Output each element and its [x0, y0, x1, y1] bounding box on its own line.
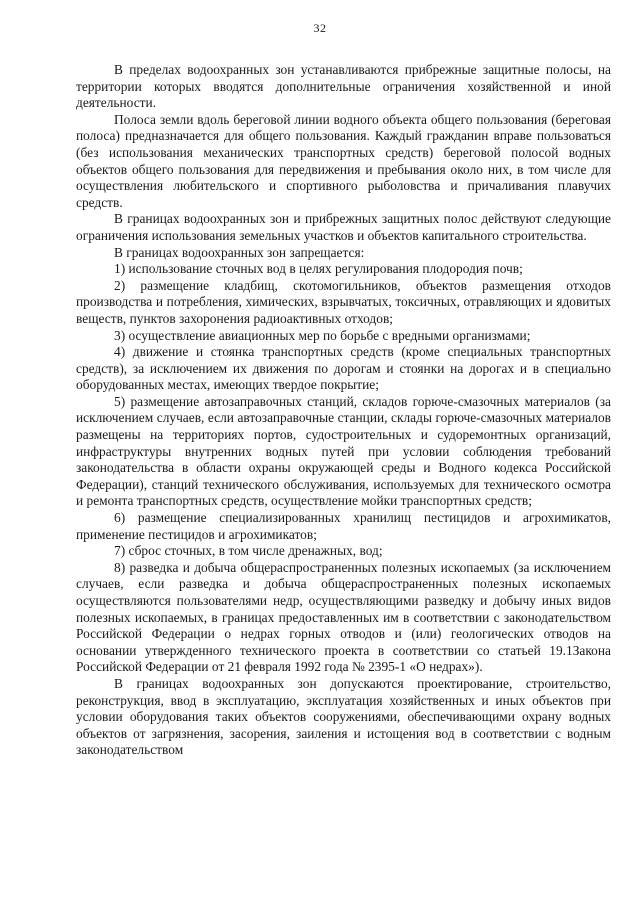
paragraph: Полоса земли вдоль береговой линии водного объекта общего пользования (береговая полоса) предназначается для общего пользования. Каждый гражданин вправе пользоваться (без использования механических транспортных средств) береговой полосой водных объектов общего пользования для передвижения и пребывания около них, в том числе для осуществления любительского и спортивного рыболовства и причаливания плавучих средств.	[76, 111, 611, 210]
list-item: 2) размещение кладбищ, скотомогильников, объектов размещения отходов производства и потребления, химических, взрывчатых, токсичных, отравляющих и ядовитых веществ, пунктов захоронения радиоактивных отходов;	[76, 277, 611, 326]
paragraph: В границах водоохранных зон допускаются проектирование, строительство, реконструкция, ввод в эксплуатацию, эксплуатация хозяйственных и иных объектов при условии оборудования таких объектов сооружениями, обеспечивающими охрану водных объектов от загрязнения, засорения, заиления и истощения вод в соответствии с водным законодательством	[76, 675, 611, 758]
paragraph: В пределах водоохранных зон устанавливаются прибрежные защитные полосы, на территории которых вводятся дополнительные ограничения хозяйственной и иной деятельности.	[76, 62, 611, 111]
list-item: 1) использование сточных вод в целях регулирования плодородия почв;	[114, 261, 523, 277]
list-item: 8) разведка и добыча общераспространенных полезных ископаемых (за исключением случаев, если разведка и добыча общераспространенных полезных ископаемых осуществляются пользователями недр, осуществляющими разведку и добычу иных видов полезных ископаемых, в границах предоставленных им в соответствии с законодательством Российской Федерации о недрах горных отводов и (или) геологических отводов на основании утвержденного технического проекта в соответствии со статьей 19.1Закона Российской Федерации от 21 февраля 1992 года № 2395-1 «О недрах»).	[76, 559, 611, 675]
page-number: 32	[313, 21, 327, 35]
paragraph: В границах водоохранных зон запрещается:	[114, 244, 365, 260]
list-item: 6) размещение специализированных хранилищ пестицидов и агрохимикатов, применение пестицидов и агрохимикатов;	[76, 510, 611, 542]
list-item: 7) сброс сточных, в том числе дренажных, вод;	[114, 543, 383, 559]
document-body	[76, 62, 611, 759]
list-item: 5) размещение автозаправочных станций, складов горюче-смазочных материалов (за исключением случаев, если автозаправочные станции, склады горюче-смазочных материалов размещены на территориях портов, судостроительных и судоремонтных организаций, инфраструктуры внутренних водных путей при условии соблюдения требований законодательства в области охраны окружающей среды и Водного кодекса Российской Федерации), станций технического обслуживания, используемых для технического осмотра и ремонта транспортных средств, осуществление мойки транспортных средств;	[76, 393, 611, 509]
paragraph: В границах водоохранных зон и прибрежных защитных полос действуют следующие ограничения использования земельных участков и объектов капитального строительства.	[76, 211, 611, 243]
list-item: 4) движение и стоянка транспортных средств (кроме специальных транспортных средств), за исключением их движения по дорогам и стоянки на дорогах и в специально оборудованных местах, имеющих твердое покрытие;	[76, 344, 611, 393]
list-item: 3) осуществление авиационных мер по борьбе с вредными организмами;	[114, 327, 531, 343]
